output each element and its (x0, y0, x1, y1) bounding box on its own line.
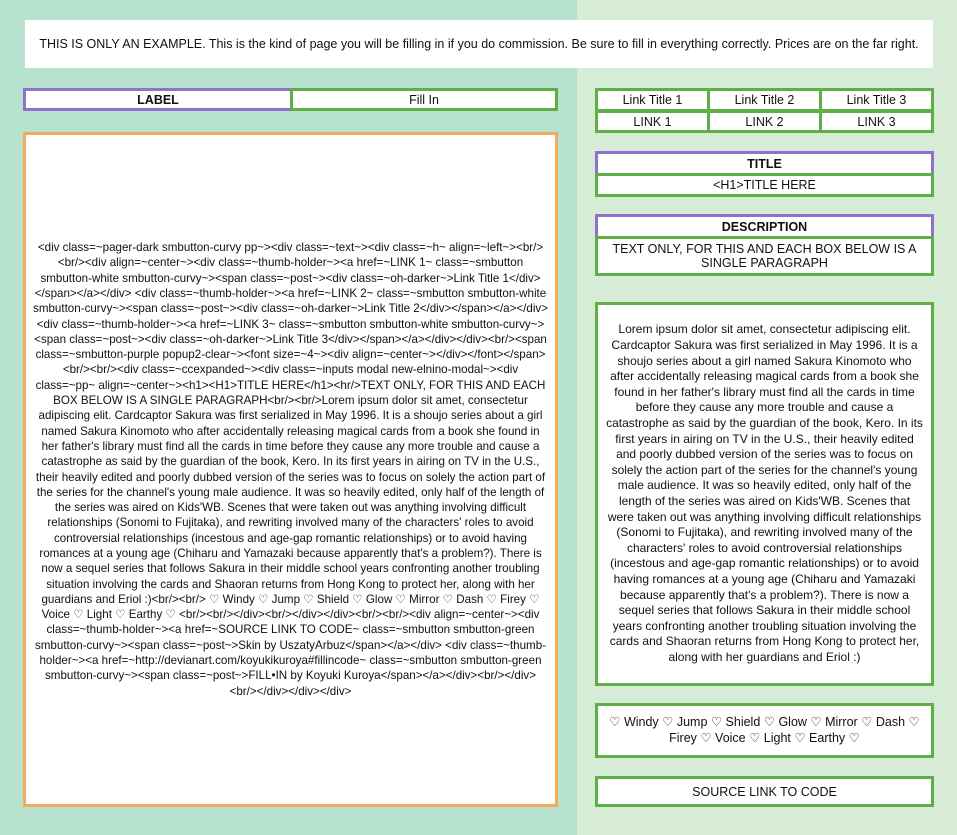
link-url-3[interactable] (819, 110, 934, 133)
link-title-1-text: Link Title 1 (622, 93, 683, 107)
fill-in-text: Fill In (409, 92, 439, 107)
link-url-2[interactable] (707, 110, 822, 133)
label-text: LABEL (137, 92, 179, 107)
fill-in-cell[interactable] (290, 88, 558, 111)
description-field[interactable] (595, 236, 934, 276)
link-title-2-text: Link Title 2 (734, 93, 795, 107)
link-title-3-text: Link Title 3 (846, 93, 907, 107)
link-title-3[interactable] (819, 88, 934, 112)
description-heading-text: DESCRIPTION (721, 219, 808, 234)
source-link-box[interactable] (595, 776, 934, 807)
link-url-1-text: LINK 1 (633, 114, 672, 129)
link-url-1[interactable] (595, 110, 710, 133)
description-field-text: TEXT ONLY, FOR THIS AND EACH BOX BELOW IS A SINGLE PARAGRAPH (612, 242, 917, 270)
card-list-text: ♡ Windy ♡ Jump ♡ Shield ♡ Glow ♡ Mirror ♡ Dash ♡ Firey ♡ Voice ♡ Light ♡ Earthy ♡ (609, 715, 920, 745)
title-field[interactable] (595, 173, 934, 197)
source-link-text: SOURCE LINK TO CODE (692, 784, 837, 799)
link-title-1[interactable] (595, 88, 710, 112)
link-title-2[interactable] (707, 88, 822, 112)
paragraph-box[interactable] (595, 302, 934, 686)
link-url-3-text: LINK 3 (857, 114, 896, 129)
example-notice-text: THIS IS ONLY AN EXAMPLE. This is the kind of page you will be filling in if you do commission. Be sure to fill in everything correctly. Prices are on the far right. (39, 37, 919, 51)
label-cell (23, 88, 293, 111)
title-field-text: <H1>TITLE HERE (713, 178, 816, 192)
link-url-2-text: LINK 2 (745, 114, 784, 129)
code-sample-box[interactable] (23, 132, 558, 807)
paragraph-text: Lorem ipsum dolor sit amet, consectetur adipiscing elit. Cardcaptor Sakura was first serialized in May 1996. It is a shoujo series about a girl named Sakura Kinomoto who after accidentally releasing magical cards from a book she found in her father's library must find all the cards in time before they cause any more trouble and cause a catastrophe as said by the guardian of the book, Kero. In its first years in airing on TV in the U.S., their heavily edited and poorly dubbed version of the series was to focus on solely the action part of the series for the channel's young male audience. It was so heavily edited, only half of the length of the series was aired on Kids'WB. Scenes that were taken out was anything involving difficult relationships (Sonomi to Fujitaka), and rewriting involved many of the characters' roles to avoid controversial relationships (incestous and age-gap romantic relationships) or to avoid having romances at a young age (Chiharu and Yamazaki because apparently that's a problem?). There is now a sequel series that follows Sakura in their middle school years confronting another troubling situation involving the cards and Shaoran returns from Hong Kong to protect her, along with her guardians and Eriol :) (606, 322, 923, 664)
card-list-box[interactable] (595, 703, 934, 758)
title-heading-text: TITLE (747, 156, 782, 171)
code-sample-text: <div class=~pager-dark smbutton-curvy pp~><div class=~text~><div class=~h~ align=~left~><br/><br/><div align=~center~><div class=~thumb-holder~><a href=~LINK 1~ class=~smbutton smbutton-white smbutton-curvy~><span class=~post~><div class=~oh-darker~>Link Title 1</div></span></a></div> <div class=~thumb-holder~><a href=~LINK 2~ class=~smbutton smbutton-white smbutton-curvy~><span class=~post~><div class=~oh-darker~>Link Title 2</div></span></a></div> <div class=~thumb-holder~><a href=~LINK 3~ class=~smbutton smbutton-white smbutton-curvy~><span class=~post~><div class=~oh-darker~>Link Title 3</div></span></a></div></div><br/><span class=~smbutton-purple popup2-clear~><font size=~4~><div align=~center~></div></font></span><br/><br/><div class=~ccexpanded~><div class=~inputs modal new-elnino-modal~><div class=~pp~ align=~center~><h1><H1>TITLE HERE</h1><hr/>TEXT ONLY, FOR THIS AND EACH BOX BELOW IS A SINGLE PARAGRAPH<br/><br/>Lorem ipsum dolor sit amet, consectetur adipiscing elit. Cardcaptor Sakura was first serialized in May 1996. It is a shoujo series about a girl named Sakura Kinomoto who after accidentally releasing magical cards from a book she found in her father's library must find all the cards in time before they cause any more trouble and cause a catastrophe as said by the guardian of the book, Kero. In its first years in airing on TV in the U.S., their heavily edited and poorly dubbed version of the series was to focus on solely the action part of the series for the channel's young male audience. It was so heavily edited, only half of the length of the series was aired on Kids'WB. Scenes that were taken out was anything involving difficult relationships (Sonomi to Fujitaka), and rewriting involved many of the characters' roles to avoid controversial relationships (incestous and age-gap romantic relationships) or to avoid having romances at a young age (Chiharu and Yamazaki because apparently that's a problem?). There is now a sequel series that follows Sakura in their middle school years confronting another troubling situation involving the cards and Shaoran returns from Hong Kong to protect her, along with her guardians and Eriol :)<br/><br/> ♡ Windy ♡ Jump ♡ Shield ♡ Glow ♡ Mirror ♡ Dash ♡ Firey ♡ Voice ♡ Light ♡ Earthy ♡ <br/><br/></div><br/></div></div><br/><br/><div align=~center~><div class=~thumb-holder~><a href=~SOURCE LINK TO CODE~ class=~smbutton smbutton-green smbutton-curvy~><span class=~post~>Skin by UszatyArbuz</span></a></div> <div class=~thumb-holder~><a href=~http://devianart.com/koyukikuroya#fillincode~ class=~smbutton smbutton-green smbutton-curvy~><span class=~post~>FILL•IN by Koyuki Kuroya</span></a></div><br/></div><br/></div></div></div> (33, 241, 548, 698)
example-notice (25, 20, 933, 68)
